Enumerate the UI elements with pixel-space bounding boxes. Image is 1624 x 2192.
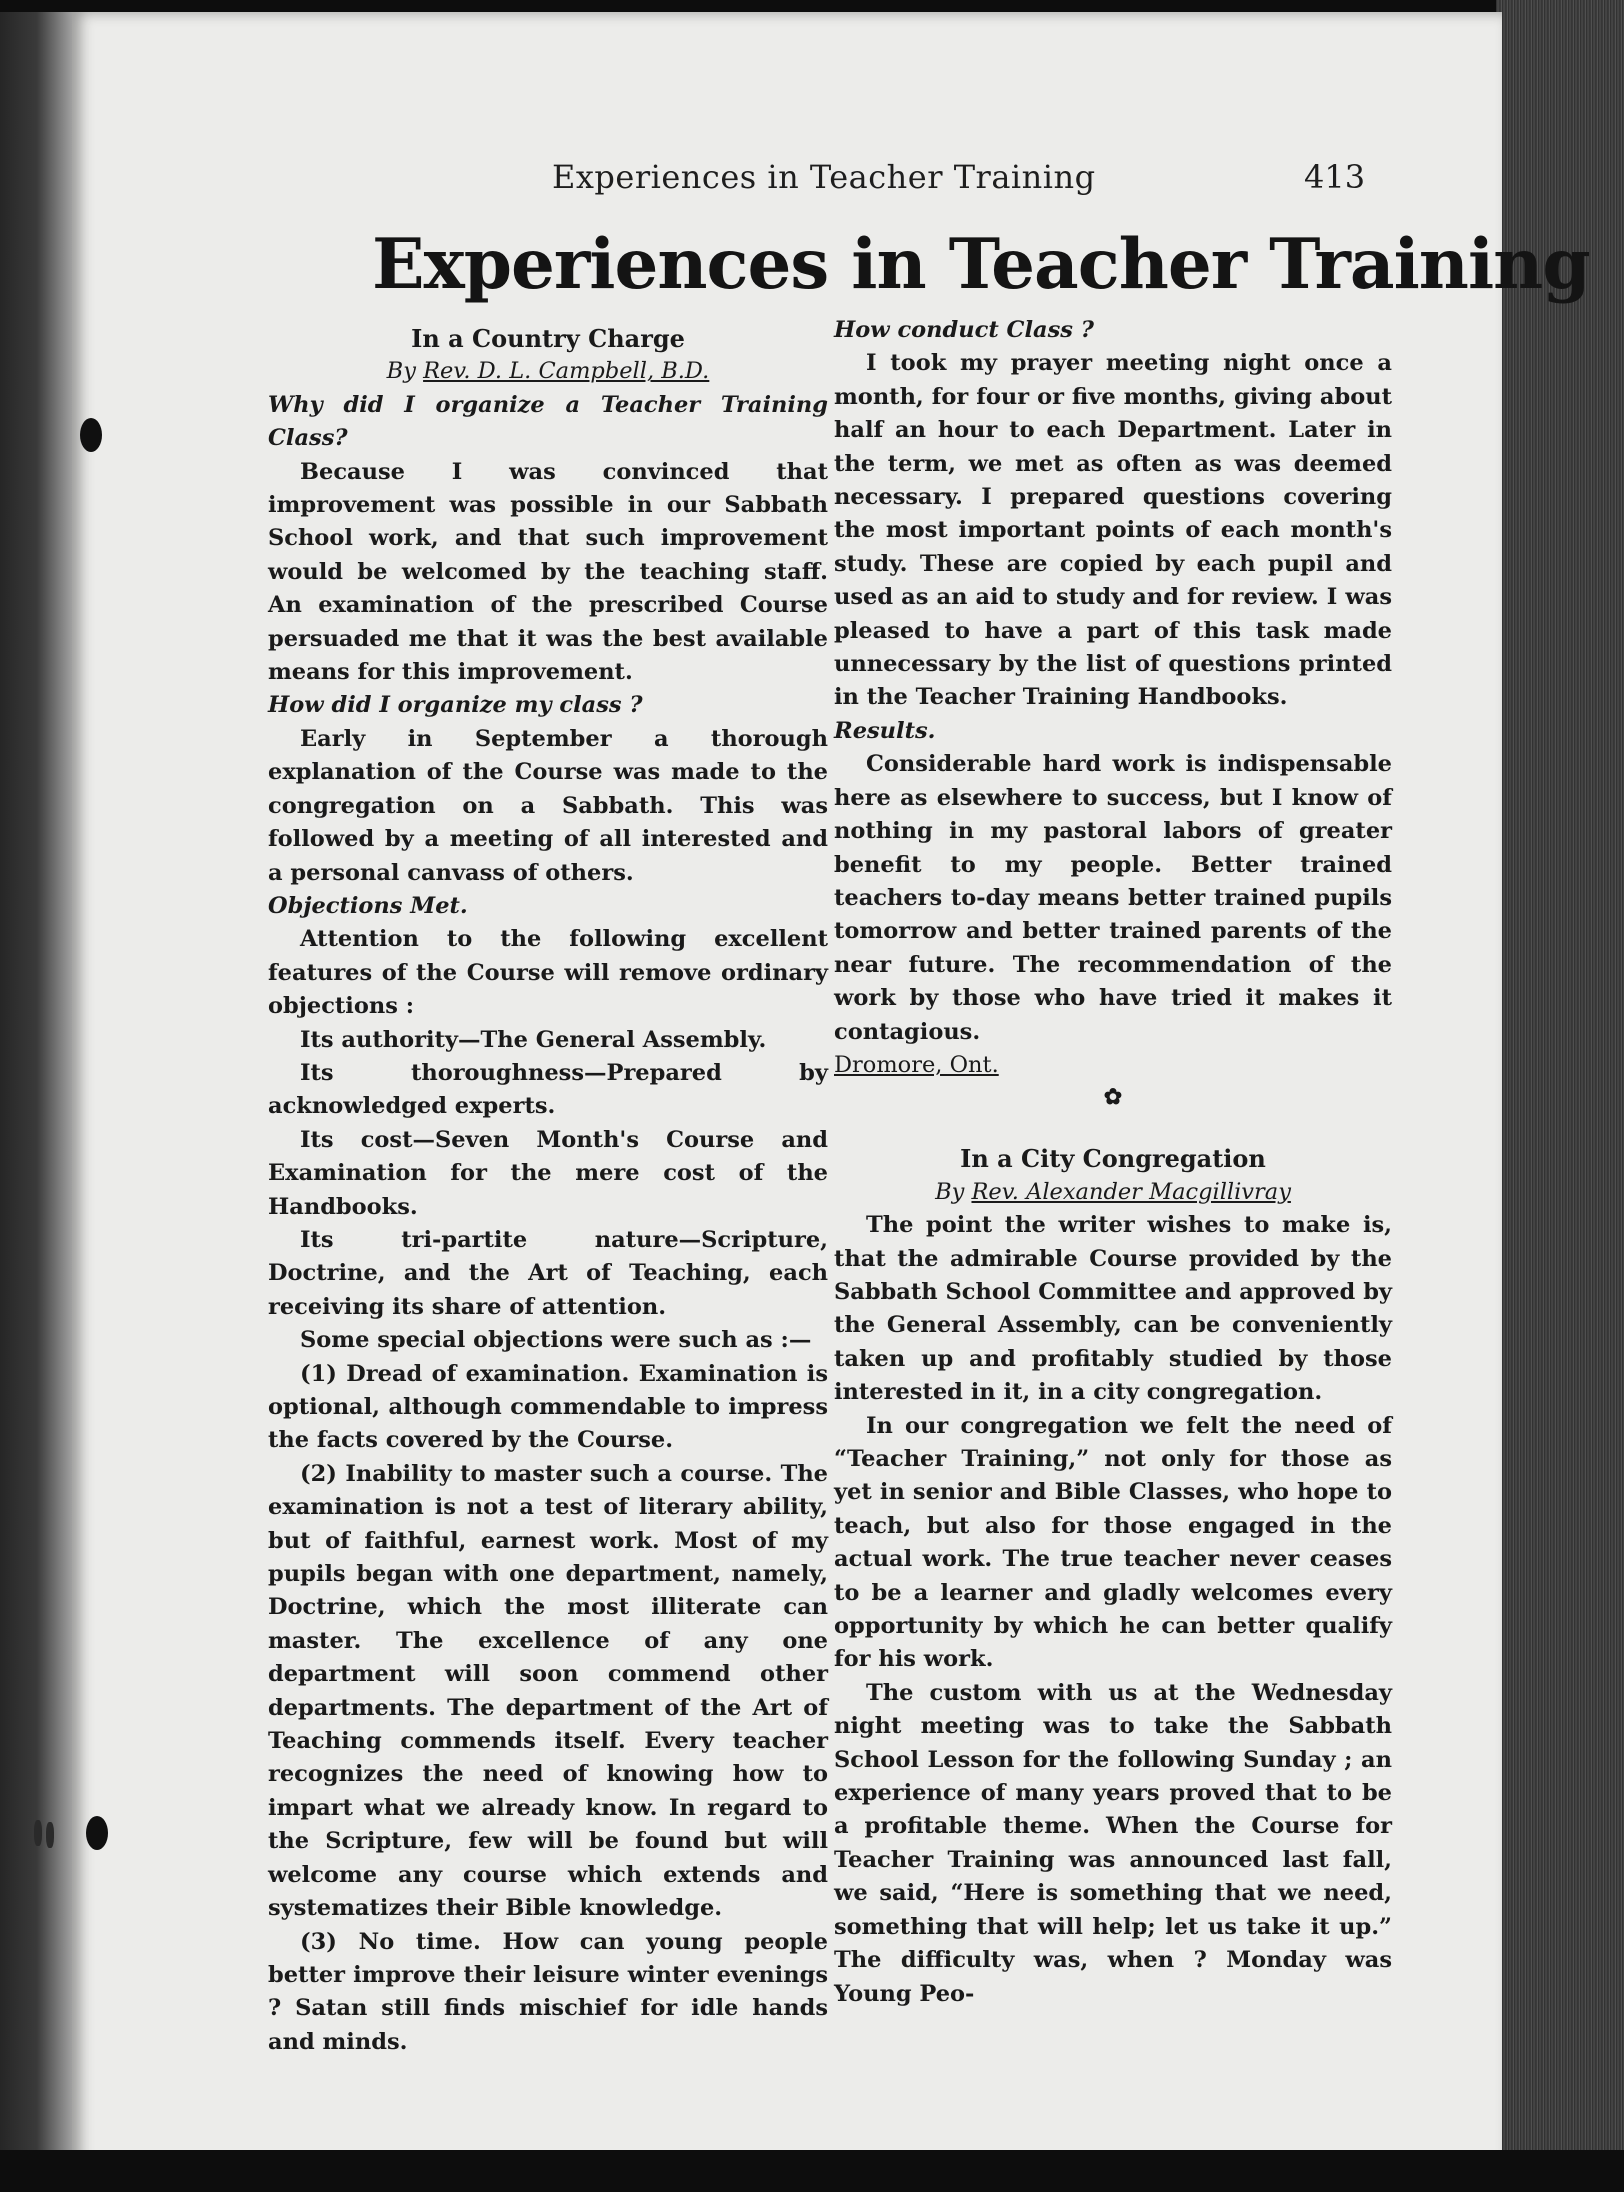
paragraph: Its thoroughness—Prepared by acknowledged experts. <box>268 1059 828 1120</box>
question-heading: Results. <box>834 717 936 744</box>
paragraph: (3) No time. How can young people better improve their leisure winter evenings ? Satan still finds mischief for idle hands and minds. <box>268 1928 828 2055</box>
paragraph: I took my prayer meeting night once a month, for four or five months, giving about half an hour to each Department. Later in the term, we met as often as was deemed necessary. I prepared questions covering the most important points of each month's study. These are copied by each pupil and used as an aid to study and for review. I was pleased to have a part of this task made unnecessary by the list of questions printed in the Teacher Training Handbooks. <box>834 350 1392 711</box>
byline-macgillivray <box>834 1176 1392 1209</box>
article-title: Experiences in Teacher Training <box>372 224 1590 305</box>
byline-campbell <box>268 355 828 388</box>
book-page-edges <box>1496 0 1624 2192</box>
paragraph: (1) Dread of examination. Examination is optional, although commendable to impress the facts covered by the Course. <box>268 1360 828 1454</box>
document-page <box>72 12 1590 2172</box>
question-heading: Why did I organize a Teacher Training Class? <box>268 391 828 452</box>
paragraph: Because I was convinced that improvement was possible in our Sabbath School work, and that such improvement would be welcomed by the teaching staff. An examination of the prescribed Course persuaded me that it was the best available means for this improvement. <box>268 458 828 686</box>
place-signature: Dromore, Ont. <box>834 1051 999 1078</box>
page-number: 413 <box>1304 158 1366 196</box>
byline-name: Rev. D. L. Campbell, B.D. <box>423 358 710 385</box>
paragraph: The point the writer wishes to make is, that the admirable Course provided by the Sabbath School Committee and approved by the General Assembly, can be conveniently taken up and profitably studied by those interested in it, in a city congregation. <box>834 1212 1392 1406</box>
section-divider-mark: ✿ <box>1103 1084 1123 1111</box>
paragraph: Its tri-partite nature—Scripture, Doctrine, and the Art of Teaching, each receiving its share of attention. <box>268 1226 828 1320</box>
paragraph: Considerable hard work is indispensable here as elsewhere to success, but I know of nothing in my pastoral labors of greater benefit to my people. Better trained teachers to-day means better trained pupils tomorrow and better trained parents of the near future. The recommendation of the work by those who have tried it makes it contagious. <box>834 751 1392 1045</box>
binding-hole <box>80 418 102 452</box>
paragraph: (2) Inability to master such a course. The examination is not a test of literary ability, but of faithful, earnest work. Most of my pupils began with one department, namely, Doctrine, which the most illiterate can master. The excellence of any one department will soon commend other departments. The department of the Art of Teaching commends itself. Every teacher recognizes the need of knowing how to impart what we already know. In regard to the Scripture, few will be found but will welcome any course which extends and systematizes their Bible knowledge. <box>268 1460 828 1922</box>
paragraph: The custom with us at the Wednesday night meeting was to take the Sabbath School Lesson for the following Sunday ; an experience of many years proved that to be a profitable theme. When the Course for Teacher Training was announced last fall, we said, “Here is something that we need, something that will help; let us take it up.” The difficulty was, when ? Monday was Young Peo- <box>834 1679 1392 2007</box>
binding-hole <box>86 1816 108 1850</box>
binding-hole-shadow <box>34 1820 42 1846</box>
scan-top-border <box>0 0 1624 12</box>
binding-hole-shadow <box>46 1822 54 1848</box>
paragraph: Some special objections were such as :— <box>300 1327 812 1354</box>
byline-prefix: By <box>935 1178 972 1205</box>
left-column <box>268 322 828 2059</box>
paragraph: Its cost—Seven Month's Course and Examination for the mere cost of the Handbooks. <box>268 1126 828 1220</box>
section-heading-country: In a Country Charge <box>411 324 685 353</box>
scan-bottom-border <box>0 2150 1624 2192</box>
byline-prefix: By <box>386 358 424 385</box>
question-heading: How conduct Class ? <box>834 317 1094 343</box>
paragraph: Its authority—The General Assembly. <box>300 1026 767 1053</box>
question-heading: How did I organize my class ? <box>268 692 643 719</box>
byline-name: Rev. Alexander Macgillivray <box>971 1178 1291 1205</box>
section-heading-city: In a City Congregation <box>960 1144 1266 1174</box>
right-column <box>834 314 1392 2011</box>
question-heading: Objections Met. <box>268 892 468 919</box>
paragraph: Early in September a thorough explanation of the Course was made to the congregation on a Sabbath. This was followed by a meeting of all interested and a personal canvass of others. <box>268 725 828 886</box>
paragraph: Attention to the following excellent features of the Course will remove ordinary objections : <box>268 926 828 1020</box>
paragraph: In our congregation we felt the need of “Teacher Training,” not only for those as yet in senior and Bible Classes, who hope to teach, but also for those engaged in the actual work. The true teacher never ceases to be a learner and gladly welcomes every opportunity by which he can better qualify for his work. <box>834 1412 1392 1673</box>
running-head: Experiences in Teacher Training <box>552 158 1096 196</box>
spacer <box>834 1112 1392 1142</box>
